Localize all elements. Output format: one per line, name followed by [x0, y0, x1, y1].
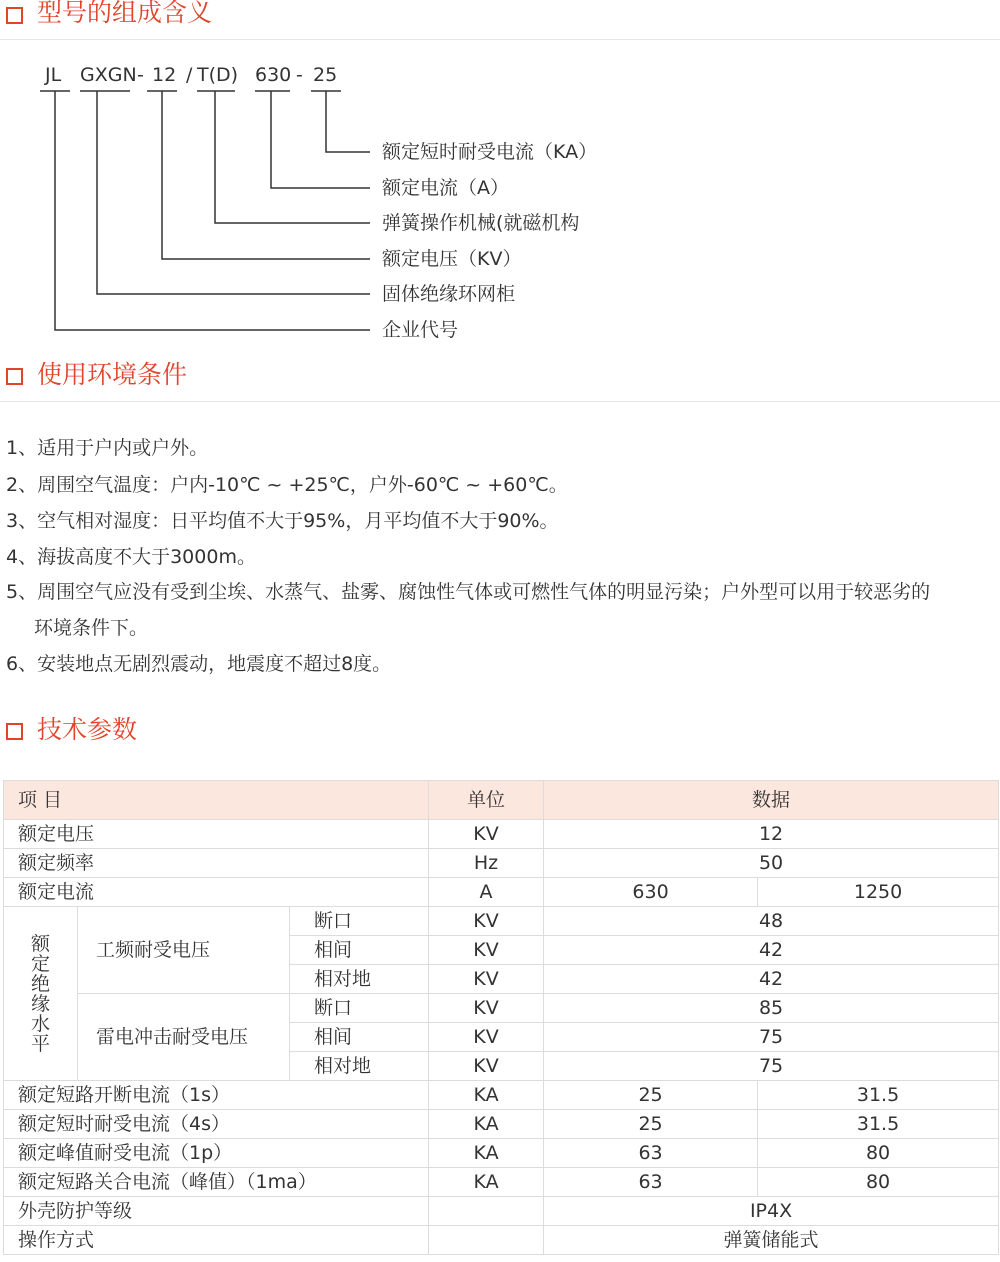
- row-label: 额定电压: [4, 820, 429, 849]
- table-row: [4, 1168, 999, 1197]
- table-row: [4, 1081, 999, 1110]
- row-label: 额定电流: [4, 878, 429, 907]
- section-title-parameters: 技术参数: [37, 715, 138, 744]
- row-value: 42: [544, 936, 999, 965]
- env-item-2: 2、周围空气温度：户内-10℃ ~ +25℃，户外-60℃ ~ +60℃。: [6, 474, 568, 496]
- row-value-1: 63: [544, 1139, 758, 1168]
- meaning-rated-voltage: 额定电压（KV）: [382, 248, 522, 270]
- code-part-td: T(D): [197, 64, 239, 86]
- table-row: [4, 820, 999, 849]
- row-label: 外壳防护等级: [4, 1197, 429, 1226]
- row-value-2: 31.5: [758, 1081, 999, 1110]
- row-value: 85: [544, 994, 999, 1023]
- row-value-1: 25: [544, 1081, 758, 1110]
- env-item-6: 6、安装地点无剧烈震动，地震度不超过8度。: [6, 653, 392, 675]
- row-unit: KV: [429, 820, 544, 849]
- env-item-1: 1、适用于户内或户外。: [6, 437, 209, 459]
- code-part-dash-1: -: [137, 64, 144, 86]
- sub-label: 相对地: [290, 1052, 429, 1081]
- meaning-company-code: 企业代号: [382, 319, 459, 341]
- meaning-operating-mechanism: 弹簧操作机械(就磁机构: [382, 212, 580, 234]
- row-value: 75: [544, 1023, 999, 1052]
- code-part-dash-2: -: [296, 64, 303, 86]
- row-label: 操作方式: [4, 1226, 429, 1255]
- row-label: 额定短路开断电流（1s）: [4, 1081, 429, 1110]
- meaning-rated-current: 额定电流（A）: [382, 177, 509, 199]
- row-value-2: 80: [758, 1168, 999, 1197]
- code-part-jl: JL: [45, 64, 62, 86]
- row-unit: KV: [429, 965, 544, 994]
- meaning-short-time-current: 额定短时耐受电流（KA）: [382, 141, 598, 163]
- spec-table: [3, 780, 999, 1255]
- meaning-cabinet-type: 固体绝缘环网柜: [382, 283, 516, 305]
- row-value-2: 1250: [758, 878, 999, 907]
- code-part-slash: /: [186, 64, 193, 86]
- row-value-2: 80: [758, 1139, 999, 1168]
- section-title-model: 型号的组成含义: [37, 0, 213, 27]
- table-row: [4, 994, 999, 1023]
- table-row: [4, 1197, 999, 1226]
- header-unit: 单位: [429, 781, 544, 820]
- row-value: 75: [544, 1052, 999, 1081]
- insulation-group-text: 额定绝缘水平: [31, 932, 51, 1055]
- row-unit: KA: [429, 1139, 544, 1168]
- square-icon: [6, 723, 23, 740]
- row-label: 额定短时耐受电流（4s）: [4, 1110, 429, 1139]
- lightning-label: 雷电冲击耐受电压: [78, 994, 290, 1081]
- table-row: [4, 1110, 999, 1139]
- row-unit: KV: [429, 1052, 544, 1081]
- env-item-5-cont: 环境条件下。: [34, 617, 149, 639]
- env-item-4: 4、海拔高度不大于3000m。: [6, 546, 256, 568]
- row-value: 42: [544, 965, 999, 994]
- row-value: 弹簧储能式: [544, 1226, 999, 1255]
- power-freq-label: 工频耐受电压: [78, 907, 290, 994]
- row-unit: KA: [429, 1168, 544, 1197]
- header-data: 数据: [544, 781, 999, 820]
- sub-label: 断口: [290, 994, 429, 1023]
- sub-label: 断口: [290, 907, 429, 936]
- row-label: 额定短路关合电流（峰值）（1ma）: [4, 1168, 429, 1197]
- sub-label: 相间: [290, 1023, 429, 1052]
- row-unit: KV: [429, 1023, 544, 1052]
- env-item-5: 5、周围空气应没有受到尘埃、水蒸气、盐雾、腐蚀性气体或可燃性气体的明显污染；户外型可以用于较恶劣的: [6, 581, 931, 603]
- row-unit: KV: [429, 907, 544, 936]
- table-row: [4, 1139, 999, 1168]
- row-unit: Hz: [429, 849, 544, 878]
- row-value-1: 630: [544, 878, 758, 907]
- env-item-3: 3、空气相对湿度：日平均值不大于95%，月平均值不大于90%。: [6, 510, 559, 532]
- header-item: 项 目: [4, 781, 429, 820]
- code-part-12: 12: [152, 64, 177, 86]
- code-part-gxgn: GXGN: [80, 64, 137, 86]
- row-value: IP4X: [544, 1197, 999, 1226]
- row-unit: KA: [429, 1081, 544, 1110]
- row-label: 额定频率: [4, 849, 429, 878]
- code-part-25: 25: [313, 64, 338, 86]
- divider: [0, 401, 1000, 402]
- sub-label: 相对地: [290, 965, 429, 994]
- row-value: 50: [544, 849, 999, 878]
- row-unit: [429, 1226, 544, 1255]
- section-title-environment: 使用环境条件: [37, 360, 188, 389]
- row-unit: KV: [429, 994, 544, 1023]
- table-row: [4, 1226, 999, 1255]
- table-header-row: [4, 781, 999, 820]
- row-label: 额定峰值耐受电流（1p）: [4, 1139, 429, 1168]
- row-unit: KA: [429, 1110, 544, 1139]
- row-unit: A: [429, 878, 544, 907]
- table-row: [4, 849, 999, 878]
- insulation-group-label: [4, 907, 78, 1081]
- row-value: 12: [544, 820, 999, 849]
- row-unit: KV: [429, 936, 544, 965]
- table-row: [4, 878, 999, 907]
- row-unit: [429, 1197, 544, 1226]
- sub-label: 相间: [290, 936, 429, 965]
- row-value-1: 25: [544, 1110, 758, 1139]
- row-value-2: 31.5: [758, 1110, 999, 1139]
- code-part-630: 630: [255, 64, 292, 86]
- row-value-1: 63: [544, 1168, 758, 1197]
- square-icon: [6, 368, 23, 385]
- row-value: 48: [544, 907, 999, 936]
- table-row: [4, 907, 999, 936]
